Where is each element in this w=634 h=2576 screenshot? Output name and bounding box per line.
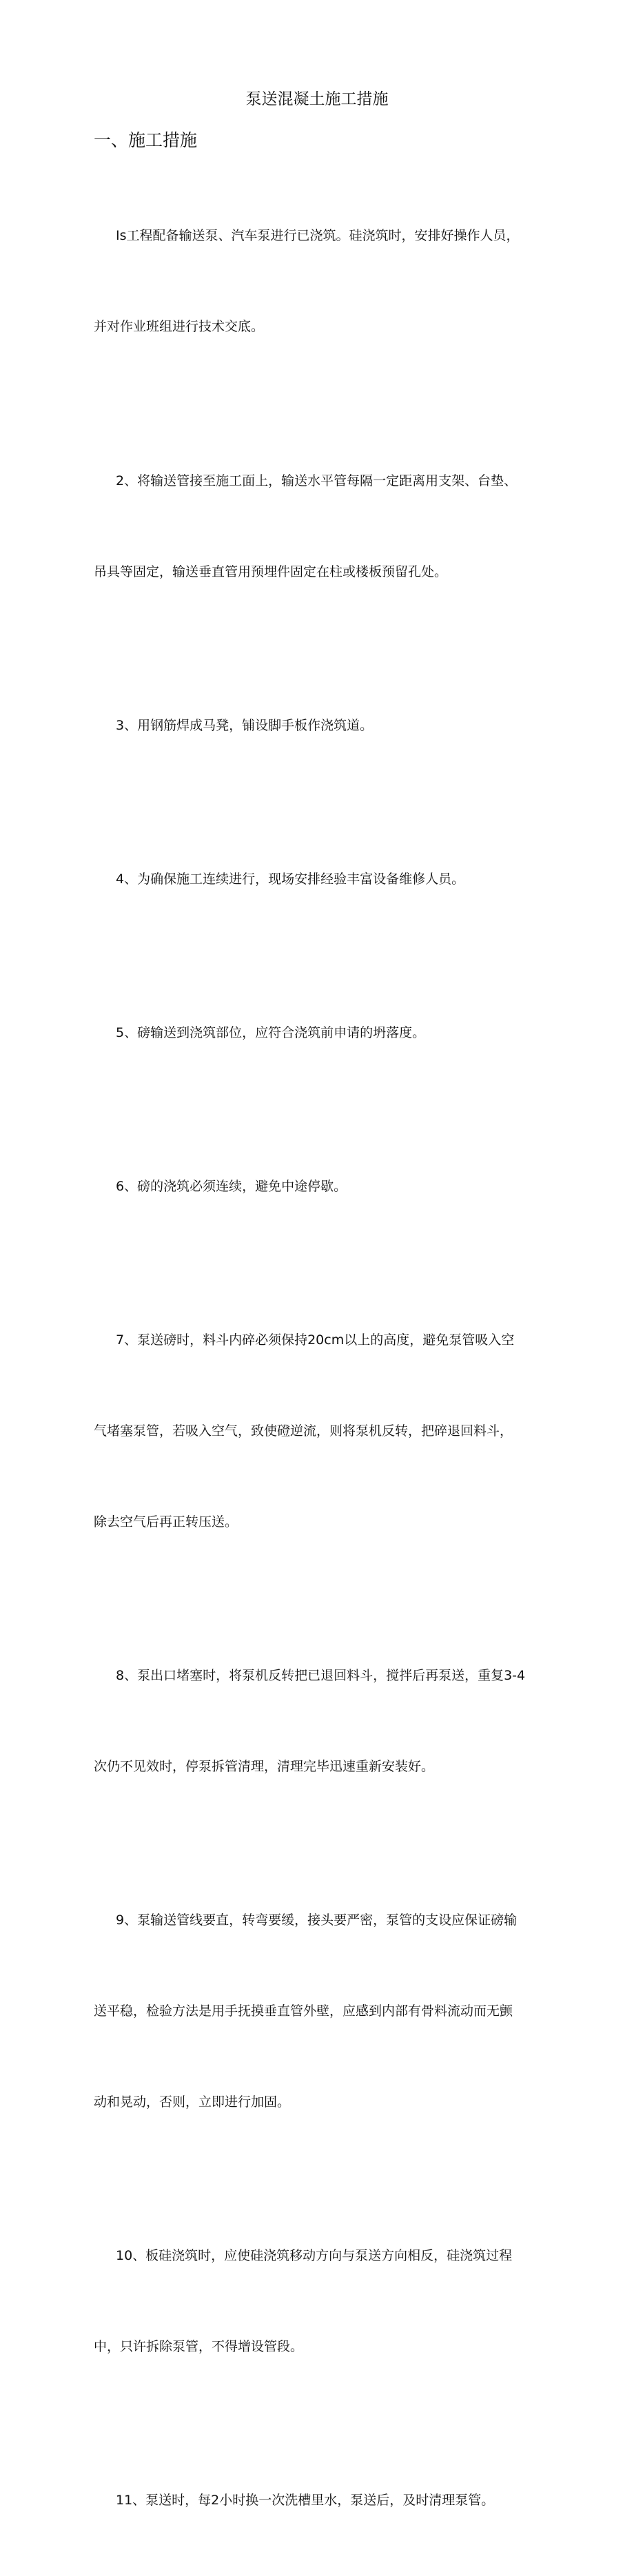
- paragraph-line: Is工程配备输送泵、汽车泵进行已浇筑。硅浇筑时，安排好操作人员，: [116, 228, 520, 243]
- paragraph-line: 6、磅的浇筑必须连续，避免中途停歇。: [116, 1179, 347, 1194]
- paragraph-5: [94, 957, 542, 1109]
- paragraph-1: [94, 160, 542, 402]
- paragraph-6: [94, 1111, 542, 1262]
- paragraph-11: [94, 2424, 542, 2576]
- paragraph-line: 动和晃动，否则，立即进行加固。: [94, 2094, 291, 2110]
- paragraph-9: [94, 1844, 542, 2178]
- paragraph-line: 3、用钢筋焊成马凳，铺设脚手板作浇筑道。: [116, 718, 374, 733]
- paragraph-line: 中，只许拆除泵管，不得增设管段。: [94, 2339, 304, 2354]
- paragraph-line: 10、板硅浇筑时，应使硅浇筑移动方向与泵送方向相反，硅浇筑过程: [116, 2248, 513, 2263]
- paragraph-line: 5、磅输送到浇筑部位，应符合浇筑前申请的坍落度。: [116, 1025, 426, 1040]
- paragraph-line: 11、泵送时，每2小时换一次洗槽里水，泵送后，及时清理泵管。: [116, 2493, 495, 2508]
- paragraph-line: 2、将输送管接至施工面上，输送水平管每隔一定距离用支架、台垫、: [116, 473, 518, 488]
- paragraph-8: [94, 1600, 542, 1842]
- paragraph-2: [94, 405, 542, 648]
- paragraph-line: 除去空气后再正转压送。: [94, 1514, 238, 1529]
- paragraph-10: [94, 2180, 542, 2422]
- paragraph-3: [94, 650, 542, 801]
- paragraph-line: 次仍不见效时，停泵拆管清理，清理完毕迅速重新安装好。: [94, 1759, 435, 1774]
- paragraph-line: 8、泵出口堵塞时，将泵机反转把已退回料斗，搅拌后再泵送，重复3-4: [116, 1668, 526, 1683]
- paragraph-line: 4、为确保施工连续进行，现场安排经验丰富设备维修人员。: [116, 872, 465, 887]
- paragraph-7: [94, 1264, 542, 1598]
- paragraph-line: 7、泵送磅时，料斗内碎必须保持20cm以上的高度，避免泵管吸入空: [116, 1332, 515, 1348]
- paragraph-line: 吊具等固定，输送垂直管用预埋件固定在柱或楼板预留孔处。: [94, 564, 448, 579]
- section-heading: 一、施工措施: [94, 130, 198, 150]
- paragraph-line: 送平稳，检验方法是用手抚摸垂直管外壁，应感到内部有骨料流动而无颤: [94, 2003, 513, 2019]
- document-body: [94, 160, 542, 2576]
- paragraph-4: [94, 803, 542, 955]
- document-title: 泵送混凝土施工措施: [245, 90, 389, 108]
- paragraph-line: 9、泵输送管线要直，转弯要缓，接头要严密，泵管的支设应保证磅输: [116, 1913, 518, 1928]
- paragraph-line: 气堵塞泵管，若吸入空气，致使磴逆流，则将泵机反转，把碎退回料斗，: [94, 1423, 513, 1439]
- paragraph-line: 并对作业班组进行技术交底。: [94, 319, 265, 334]
